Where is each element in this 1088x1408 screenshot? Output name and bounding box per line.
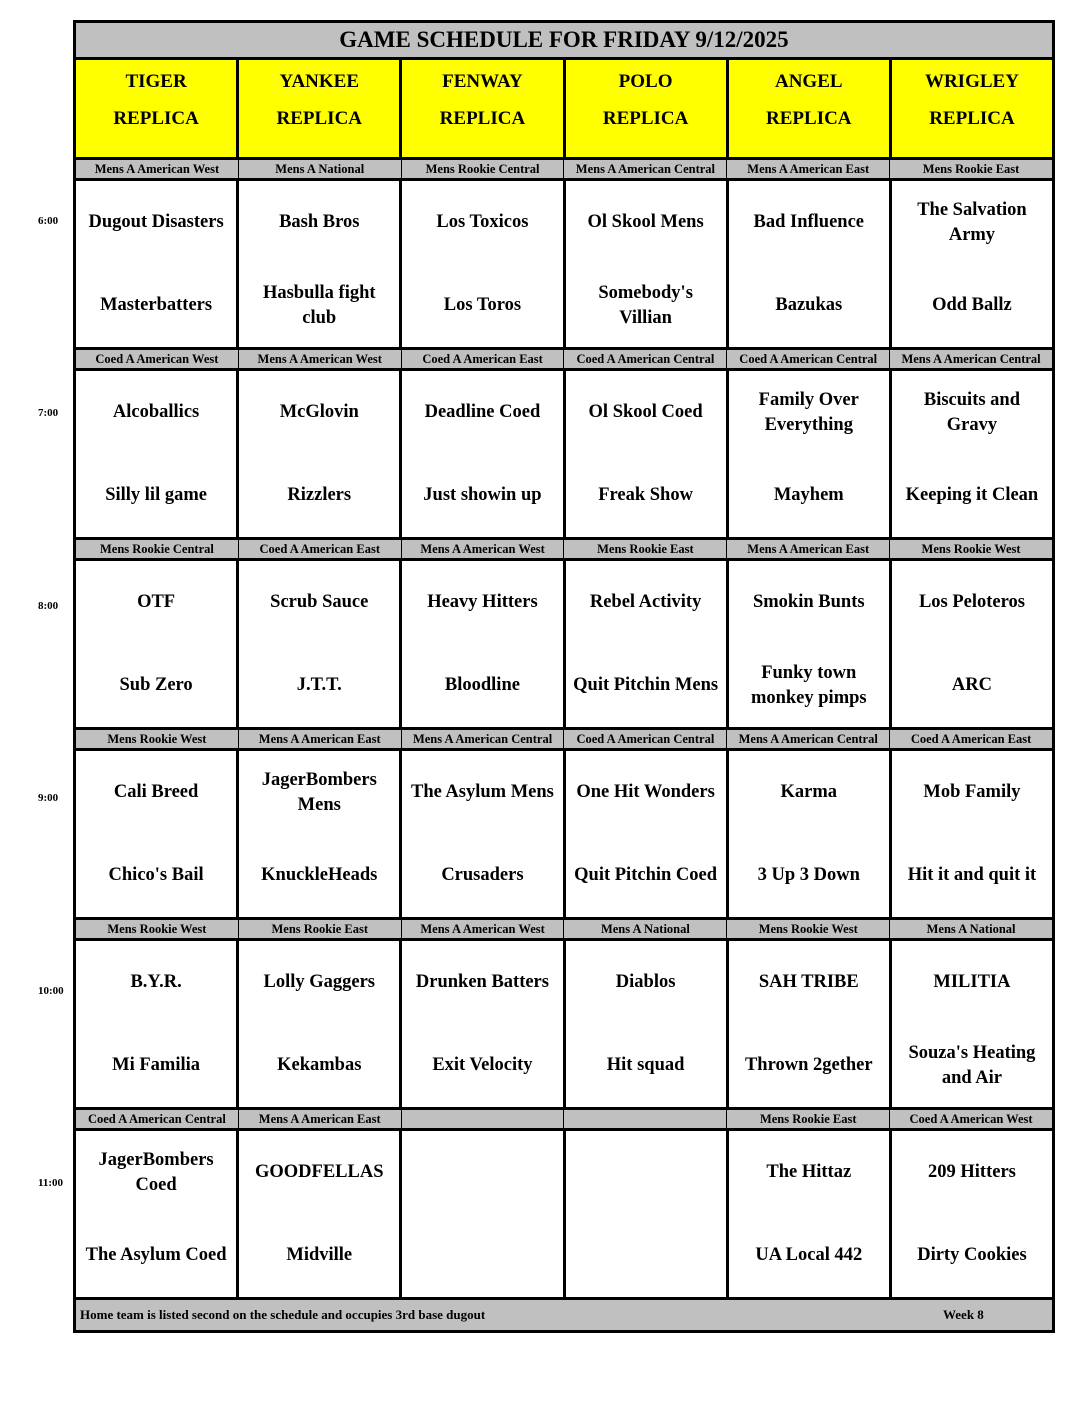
field-name: ANGEL bbox=[774, 71, 843, 92]
away-team: Los Peloteros bbox=[918, 592, 1025, 612]
game-cell bbox=[566, 181, 729, 347]
field-name: POLO bbox=[618, 71, 673, 92]
field-name: YANKEE bbox=[279, 71, 360, 92]
schedule-table bbox=[73, 20, 1055, 1333]
home-team: Midville bbox=[286, 1245, 353, 1265]
game-cell bbox=[402, 561, 565, 727]
field-header-wrigley bbox=[892, 60, 1052, 157]
game-cell bbox=[76, 941, 239, 1107]
away-team: Family Over Everything bbox=[758, 389, 859, 435]
game-row bbox=[76, 561, 1052, 730]
field-header-angel bbox=[729, 60, 892, 157]
home-team: Hit it and quit it bbox=[907, 865, 1037, 885]
away-team bbox=[402, 1131, 562, 1214]
division-label: Mens A American East bbox=[727, 540, 890, 558]
division-label: Mens A American West bbox=[402, 540, 565, 558]
game-cell bbox=[239, 181, 402, 347]
field-header-tiger bbox=[76, 60, 239, 157]
home-team: Freak Show bbox=[598, 485, 693, 505]
away-team: Lolly Gaggers bbox=[263, 972, 376, 992]
away-team: Ol Skool Mens bbox=[587, 212, 704, 232]
game-cell bbox=[239, 941, 402, 1107]
game-row bbox=[76, 371, 1052, 540]
away-team: Drunken Batters bbox=[415, 972, 549, 992]
home-team bbox=[402, 1214, 562, 1297]
away-team: JagerBombers Mens bbox=[261, 769, 377, 815]
away-team: Bash Bros bbox=[279, 212, 360, 232]
home-team: Rizzlers bbox=[287, 485, 352, 505]
game-cell bbox=[76, 1131, 239, 1297]
game-cell bbox=[566, 561, 729, 727]
division-row bbox=[76, 730, 1052, 751]
field-name: WRIGLEY bbox=[924, 71, 1019, 92]
game-cell bbox=[729, 1131, 892, 1297]
away-team: Alcoballics bbox=[112, 402, 200, 422]
game-cell bbox=[729, 181, 892, 347]
division-row bbox=[76, 920, 1052, 941]
away-team: Ol Skool Coed bbox=[588, 402, 703, 422]
home-team: Quit Pitchin Mens bbox=[573, 675, 719, 695]
game-cell bbox=[892, 1131, 1052, 1297]
division-label: Coed A American Central bbox=[564, 730, 727, 748]
division-row bbox=[76, 1110, 1052, 1131]
game-row bbox=[76, 941, 1052, 1110]
game-cell bbox=[239, 751, 402, 917]
week-label: Week 8 bbox=[943, 1307, 984, 1322]
division-label: Coed A American East bbox=[239, 540, 402, 558]
away-team: Diablos bbox=[615, 972, 676, 992]
home-team: UA Local 442 bbox=[755, 1245, 863, 1265]
field-sub: REPLICA bbox=[929, 108, 1015, 129]
home-team: Sub Zero bbox=[119, 675, 193, 695]
home-team: Hasbulla fight club bbox=[262, 282, 376, 328]
time-label: 9:00 bbox=[38, 792, 59, 804]
game-cell bbox=[239, 1131, 402, 1297]
home-team: Exit Velocity bbox=[432, 1055, 533, 1075]
home-team: Kekambas bbox=[277, 1055, 362, 1075]
game-row bbox=[76, 181, 1052, 350]
division-label: Mens Rookie Central bbox=[76, 540, 239, 558]
home-team: Just showin up bbox=[423, 485, 542, 505]
game-cell bbox=[76, 371, 239, 537]
away-team: 209 Hitters bbox=[928, 1162, 1016, 1182]
home-team: Keeping it Clean bbox=[905, 485, 1039, 505]
away-team: Mob Family bbox=[923, 782, 1021, 802]
time-label: 8:00 bbox=[38, 600, 59, 612]
field-header-yankee bbox=[239, 60, 402, 157]
game-cell bbox=[892, 941, 1052, 1107]
home-team-note: Home team is listed second on the schedule and occupies 3rd base dugout bbox=[80, 1307, 486, 1322]
home-team: Bazukas bbox=[775, 295, 843, 315]
home-team: Mayhem bbox=[773, 485, 844, 505]
game-cell bbox=[729, 561, 892, 727]
game-cell bbox=[402, 371, 565, 537]
home-team: Bloodline bbox=[444, 675, 520, 695]
game-cell bbox=[729, 371, 892, 537]
division-label bbox=[402, 1110, 565, 1128]
game-row bbox=[76, 1131, 1052, 1300]
away-team: Dugout Disasters bbox=[88, 212, 224, 232]
division-label: Mens A American East bbox=[727, 160, 890, 178]
home-team: Odd Ballz bbox=[932, 295, 1012, 315]
home-team: Souza's Heating and Air bbox=[908, 1042, 1036, 1088]
away-team: SAH TRIBE bbox=[758, 972, 859, 992]
game-cell bbox=[892, 371, 1052, 537]
away-team: Cali Breed bbox=[113, 782, 199, 802]
away-team: Rebel Activity bbox=[589, 592, 702, 612]
game-cell bbox=[892, 751, 1052, 917]
game-cell bbox=[729, 941, 892, 1107]
away-team: The Asylum Mens bbox=[410, 782, 554, 802]
home-team: ARC bbox=[951, 675, 992, 695]
home-team: The Asylum Coed bbox=[85, 1245, 227, 1265]
away-team: Heavy Hitters bbox=[427, 592, 538, 612]
game-cell bbox=[402, 1131, 565, 1297]
game-cell bbox=[76, 561, 239, 727]
away-team: Scrub Sauce bbox=[270, 592, 369, 612]
game-row bbox=[76, 751, 1052, 920]
game-cell bbox=[566, 1131, 729, 1297]
away-team: Los Toxicos bbox=[436, 212, 529, 232]
away-team: Bad Influence bbox=[753, 212, 865, 232]
division-label: Coed A American Central bbox=[727, 350, 890, 368]
field-header-polo bbox=[566, 60, 729, 157]
time-label: 6:00 bbox=[38, 215, 59, 227]
division-label: Mens A American West bbox=[402, 920, 565, 938]
away-team: OTF bbox=[137, 592, 176, 612]
away-team: The Hittaz bbox=[766, 1162, 852, 1182]
away-team: The Salvation Army bbox=[917, 199, 1027, 245]
division-label: Mens Rookie East bbox=[922, 162, 1020, 176]
away-team: One Hit Wonders bbox=[576, 782, 715, 802]
away-team: Biscuits and Gravy bbox=[923, 389, 1021, 435]
game-cell bbox=[729, 751, 892, 917]
field-name: FENWAY bbox=[442, 71, 523, 92]
field-header-row bbox=[76, 60, 1052, 160]
division-label: Coed A American East bbox=[910, 732, 1032, 746]
game-cell bbox=[402, 941, 565, 1107]
field-sub: REPLICA bbox=[276, 108, 363, 129]
division-label: Mens Rookie East bbox=[239, 920, 402, 938]
away-team: Karma bbox=[780, 782, 838, 802]
game-cell bbox=[566, 941, 729, 1107]
home-team: Crusaders bbox=[441, 865, 524, 885]
game-cell bbox=[566, 371, 729, 537]
time-column bbox=[0, 0, 74, 1408]
home-team: Los Toros bbox=[443, 295, 522, 315]
home-team: Mi Familia bbox=[112, 1055, 201, 1075]
division-label: Mens A National bbox=[239, 160, 402, 178]
footer bbox=[76, 1300, 1052, 1330]
division-label: Mens Rookie West bbox=[76, 730, 239, 748]
home-team: Somebody's Villian bbox=[598, 282, 693, 328]
division-label: Mens A American West bbox=[76, 160, 239, 178]
division-label: Mens A American East bbox=[239, 730, 402, 748]
field-name: TIGER bbox=[125, 71, 187, 92]
away-team: B.Y.R. bbox=[130, 972, 182, 992]
game-cell bbox=[402, 181, 565, 347]
field-sub: REPLICA bbox=[439, 108, 526, 129]
home-team: 3 Up 3 Down bbox=[757, 865, 860, 885]
division-label: Coed A American West bbox=[909, 1112, 1033, 1126]
division-label: Coed A American East bbox=[402, 350, 565, 368]
page-title: GAME SCHEDULE FOR FRIDAY 9/12/2025 bbox=[76, 23, 1052, 60]
division-label: Mens Rookie East bbox=[564, 540, 727, 558]
field-sub: REPLICA bbox=[602, 108, 689, 129]
field-header-fenway bbox=[402, 60, 565, 157]
away-team bbox=[566, 1131, 726, 1214]
field-sub: REPLICA bbox=[766, 108, 852, 129]
home-team: Dirty Cookies bbox=[917, 1245, 1027, 1265]
time-label: 11:00 bbox=[38, 1177, 64, 1189]
division-label bbox=[564, 1110, 727, 1128]
home-team bbox=[566, 1214, 726, 1297]
home-team: J.T.T. bbox=[296, 675, 342, 695]
division-label: Mens A American East bbox=[239, 1110, 402, 1128]
home-team: Thrown 2gether bbox=[744, 1055, 873, 1075]
game-cell bbox=[566, 751, 729, 917]
division-label: Mens Rookie East bbox=[727, 1110, 890, 1128]
home-team: Hit squad bbox=[606, 1055, 685, 1075]
home-team: Chico's Bail bbox=[108, 865, 204, 885]
division-row bbox=[76, 350, 1052, 371]
game-cell bbox=[239, 561, 402, 727]
away-team: Deadline Coed bbox=[424, 402, 541, 422]
away-team: Smokin Bunts bbox=[752, 592, 865, 612]
division-label: Mens A American West bbox=[239, 350, 402, 368]
division-label: Mens Rookie Central bbox=[402, 160, 565, 178]
division-row bbox=[76, 160, 1052, 181]
division-label: Mens Rookie West bbox=[921, 542, 1021, 556]
away-team: MILITIA bbox=[933, 972, 1011, 992]
game-cell bbox=[239, 371, 402, 537]
division-label: Mens A American Central bbox=[727, 730, 890, 748]
division-label: Mens Rookie West bbox=[76, 920, 239, 938]
field-sub: REPLICA bbox=[113, 108, 199, 129]
division-label: Mens A National bbox=[564, 920, 727, 938]
division-label: Mens Rookie West bbox=[727, 920, 890, 938]
division-label: Coed A American West bbox=[76, 350, 239, 368]
away-team: McGlovin bbox=[279, 402, 359, 422]
home-team: Masterbatters bbox=[100, 295, 213, 315]
division-label: Mens A American Central bbox=[901, 352, 1041, 366]
home-team: Silly lil game bbox=[105, 485, 207, 505]
division-label: Coed A American Central bbox=[76, 1110, 239, 1128]
away-team: JagerBombers Coed bbox=[98, 1149, 214, 1195]
game-cell bbox=[76, 751, 239, 917]
home-team: Funky town monkey pimps bbox=[750, 662, 867, 708]
away-team: GOODFELLAS bbox=[255, 1162, 384, 1182]
division-label: Mens A American Central bbox=[402, 730, 565, 748]
game-cell bbox=[892, 561, 1052, 727]
game-cell bbox=[402, 751, 565, 917]
game-cell bbox=[892, 181, 1052, 347]
home-team: KnuckleHeads bbox=[261, 865, 378, 885]
division-label: Coed A American Central bbox=[564, 350, 727, 368]
time-label: 10:00 bbox=[38, 985, 64, 997]
time-label: 7:00 bbox=[38, 407, 59, 419]
division-label: Mens A American Central bbox=[564, 160, 727, 178]
home-team: Quit Pitchin Coed bbox=[574, 865, 718, 885]
division-row bbox=[76, 540, 1052, 561]
game-cell bbox=[76, 181, 239, 347]
division-label: Mens A National bbox=[926, 922, 1016, 936]
